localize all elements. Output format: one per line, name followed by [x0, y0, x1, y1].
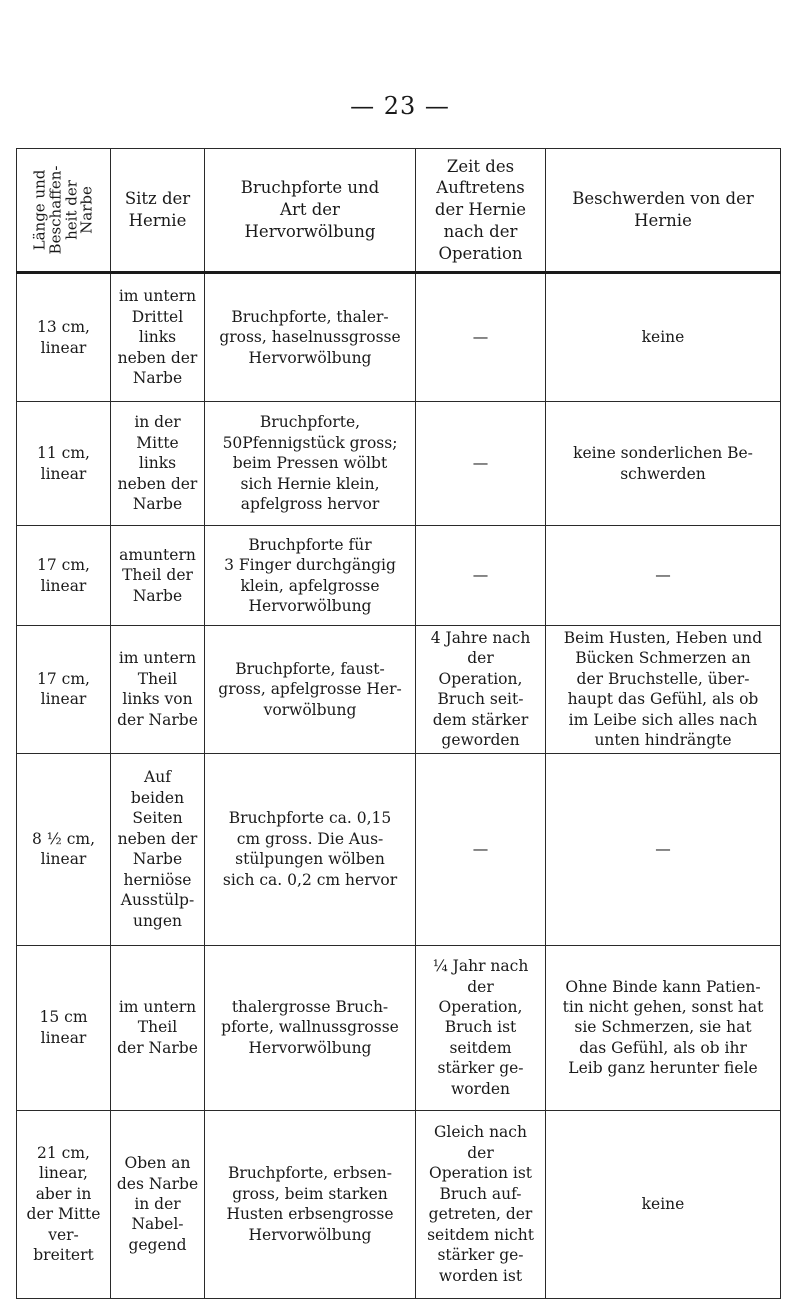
cell-onset: —: [416, 753, 546, 945]
cell-scar: 21 cm, linear, aber in der Mitte ver- breitert: [17, 1110, 111, 1298]
cell-hernia-gap: Bruchpforte, 50Pfennigstück gross; beim Pressen wölbt sich Hernie klein, apfelgross hervor: [205, 402, 416, 526]
cell-complaints: Ohne Binde kann Patien- tin nicht gehen, sonst hat sie Schmerzen, sie hat das Gefühl, als ob ihr Leib ganz herunter fiele: [546, 945, 781, 1110]
cell-onset: ¼ Jahr nach der Operation, Bruch ist seitdem stärker ge- worden: [416, 945, 546, 1110]
table-row: [17, 1110, 781, 1298]
cell-scar: 11 cm, linear: [17, 402, 111, 526]
header-complaints: Beschwerden von der Hernie: [546, 149, 781, 273]
table-row: [17, 402, 781, 526]
cell-onset: —: [416, 526, 546, 626]
cell-onset: 4 Jahre nach der Operation, Bruch seit- dem stärker geworden: [416, 626, 546, 754]
cell-scar: 8 ½ cm, linear: [17, 753, 111, 945]
cell-location: im untern Drittel links neben der Narbe: [111, 273, 205, 402]
cell-onset: —: [416, 402, 546, 526]
cell-hernia-gap: Bruchpforte für 3 Finger durchgängig klein, apfelgrosse Hervorwölbung: [205, 526, 416, 626]
cell-complaints: keine: [546, 1110, 781, 1298]
header-hernia-gap: Bruchpforte und Art der Hervorwölbung: [205, 149, 416, 273]
cell-location: in der Mitte links neben der Narbe: [111, 402, 205, 526]
table-row: [17, 526, 781, 626]
cell-complaints: keine: [546, 273, 781, 402]
cell-onset: Gleich nach der Operation ist Bruch auf- getreten, der seitdem nicht stärker ge- worden ist: [416, 1110, 546, 1298]
header-onset: Zeit des Auftretens der Hernie nach der Operation: [416, 149, 546, 273]
table-row: [17, 753, 781, 945]
hernia-table: [16, 148, 781, 1299]
cell-location: Auf beiden Seiten neben der Narbe herniöse Ausstülp- ungen: [111, 753, 205, 945]
page-number: — 23 —: [350, 92, 450, 120]
cell-hernia-gap: Bruchpforte, thaler- gross, haselnussgrosse Hervorwölbung: [205, 273, 416, 402]
table-row: [17, 945, 781, 1110]
cell-location: Oben an des Narbe in der Nabel- gegend: [111, 1110, 205, 1298]
cell-location: im untern Theil links von der Narbe: [111, 626, 205, 754]
header-scar-label: Länge und Beschaffen- heit der Narbe: [30, 165, 96, 255]
cell-complaints: —: [546, 526, 781, 626]
header-location: Sitz der Hernie: [111, 149, 205, 273]
cell-hernia-gap: Bruchpforte, faust- gross, apfelgrosse Her- vorwölbung: [205, 626, 416, 754]
cell-complaints: keine sonderlichen Be- schwerden: [546, 402, 781, 526]
cell-location: im untern Theil der Narbe: [111, 945, 205, 1110]
cell-complaints: Beim Husten, Heben und Bücken Schmerzen an der Bruchstelle, über- haupt das Gefühl, als ob im Leibe sich alles nach unten hindrängte: [546, 626, 781, 754]
cell-hernia-gap: thalergrosse Bruch- pforte, wallnussgrosse Hervorwölbung: [205, 945, 416, 1110]
cell-scar: 17 cm, linear: [17, 626, 111, 754]
cell-complaints: —: [546, 753, 781, 945]
cell-hernia-gap: Bruchpforte ca. 0,15 cm gross. Die Aus- stülpungen wölben sich ca. 0,2 cm hervor: [205, 753, 416, 945]
cell-scar: 17 cm, linear: [17, 526, 111, 626]
cell-location: amuntern Theil der Narbe: [111, 526, 205, 626]
table-header-row: [17, 149, 781, 273]
table-row: [17, 626, 781, 754]
header-scar: [17, 149, 111, 273]
table-row: [17, 273, 781, 402]
cell-scar: 15 cm linear: [17, 945, 111, 1110]
cell-hernia-gap: Bruchpforte, erbsen- gross, beim starken Husten erbsengrosse Hervorwölbung: [205, 1110, 416, 1298]
cell-onset: —: [416, 273, 546, 402]
cell-scar: 13 cm, linear: [17, 273, 111, 402]
